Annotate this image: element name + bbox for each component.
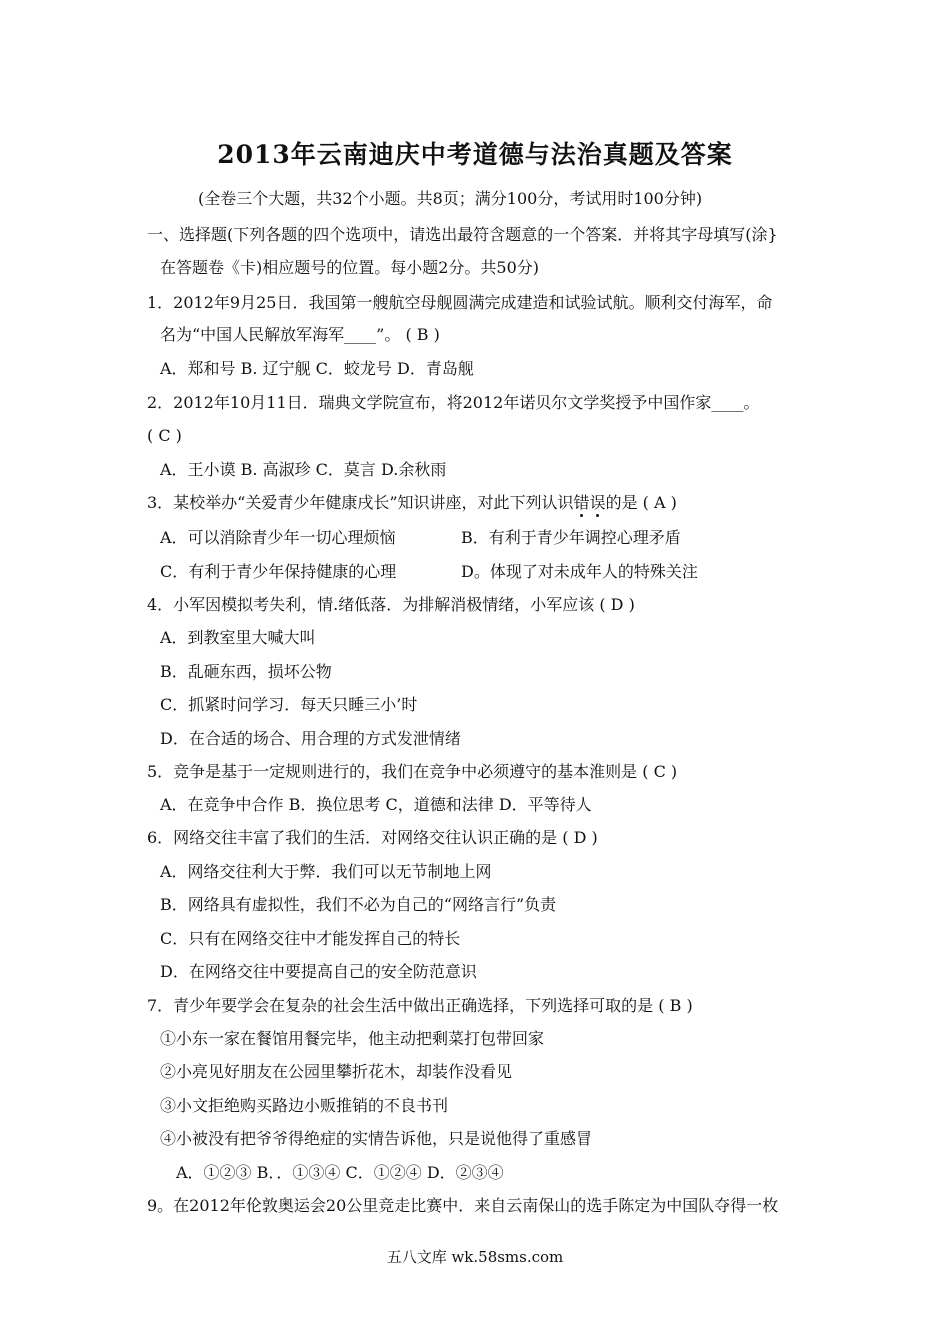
emphasis-character: 错 — [573, 493, 590, 512]
question-6-option-a: A．网络交往利大于弊．我们可以无节制地上网 — [160, 862, 492, 881]
question-1-options: A．郑和号 B. 辽宁舰 C．蛟龙号 D．青岛舰 — [160, 359, 474, 378]
question-7-statement-3: ③小文拒绝购买路边小贩推销的不良书刊 — [160, 1096, 449, 1115]
emphasis-character: 误 — [589, 493, 606, 512]
page-title: 2013年云南迪庆中考道德与法治真题及答案 — [217, 140, 733, 169]
section-heading: 一、选择题(下列各题的四个选项中，请选出最符含题意的一个答案．并将其字母填写(涂} — [147, 225, 778, 244]
question-4-option-d: D．在合适的场合、用合理的方式发泄情绪 — [160, 729, 461, 748]
question-2-answer: ( C ) — [147, 426, 182, 445]
page-footer: 五八文库 wk.58sms.com — [386, 1248, 564, 1266]
question-7-statement-1: ①小东一家在餐馆用餐完毕，他主动把剩菜打包带回家 — [160, 1029, 545, 1048]
question-7-statement-2: ②小亮见好朋友在公园里攀折花木，却装作没看见 — [160, 1062, 513, 1081]
question-7-statement-4: ④小被没有把爷爷得绝症的实情告诉他，只是说他得了重感冒 — [160, 1129, 593, 1148]
question-2-stem: 2．2012年10月11日．瑞典文学院宣布，将2012年诺贝尔文学奖授予中国作家____。 — [147, 393, 760, 412]
exam-subtitle: (全卷三个大题，共32个小题。共8页；满分100分，考试用时100分钟) — [198, 189, 703, 208]
question-4-stem: 4．小军因模拟考失利，情.绪低落．为排解消极情绪，小军应该 ( D ) — [147, 595, 635, 614]
question-6-option-c: C．只有在网络交往中才能发挥自己的特长 — [160, 929, 461, 948]
question-1-stem: 1．2012年9月25日．我国第一艘航空母舰圆满完成建造和试验试航。顺利交付海军，命 — [147, 293, 773, 312]
question-3-stem — [147, 492, 677, 514]
question-4-option-b: B．乱砸东西，损坏公物 — [160, 662, 332, 681]
question-6-stem: 6．网络交往丰富了我们的生活．对网络交往认识正确的是 ( D ) — [147, 828, 598, 847]
question-6-option-d: D．在网络交往中要提高自己的安全防范意识 — [160, 962, 477, 981]
question-4-option-c: C．抓紧时问学习．每天只睡三小’时 — [160, 695, 418, 714]
question-3-option-c: C．有利于青少年保持健康的心理 — [160, 562, 397, 581]
question-5-stem: 5．竞争是基于一定规则进行的，我们在竞争中必须遵守的基本淮则是 ( C ) — [147, 762, 678, 781]
question-4-option-a: A．到教室里大喊大叫 — [160, 628, 316, 647]
section-heading-continued: 在答题卷《卡)相应题号的位置。每小题2分。共50分) — [160, 258, 540, 277]
question-3-option-b: B．有利于青少年调控心理矛盾 — [461, 528, 681, 547]
question-2-options: A．王小谟 B. 高淑珍 C．莫言 D.余秋雨 — [160, 460, 447, 479]
question-5-options: A．在竞争中合作 B．换位思考 C，道德和法律 D．平等待人 — [160, 795, 592, 814]
question-3-stem-part: 3．某校举办“关爱青少年健康戌长”知识讲座，对此下列认识 — [147, 493, 574, 512]
question-1-stem-continued: 名为“中国人民解放军海军____”。 ( B ) — [160, 325, 440, 344]
question-7-stem: 7．青少年要学会在复杂的社会生活中做出正确选择，下列选择可取的是 ( B ) — [147, 996, 693, 1015]
question-6-option-b: B．网络具有虚拟性，我们不必为自己的“网络言行”负责 — [160, 895, 557, 914]
question-7-options: A．①②③ B．．①③④ C．①②④ D．②③④ — [176, 1163, 504, 1182]
question-3-stem-part: 的是 ( A ) — [605, 493, 677, 512]
question-3-option-d: D。体现了对未成年人的特殊关注 — [461, 562, 698, 581]
question-9-stem: 9。在2012年伦敦奥运会20公里竞走比赛中．来自云南保山的选手陈定为中国队夺得一枚 — [147, 1196, 779, 1215]
question-3-option-a: A．可以消除青少年一切心理烦恼 — [160, 528, 396, 547]
